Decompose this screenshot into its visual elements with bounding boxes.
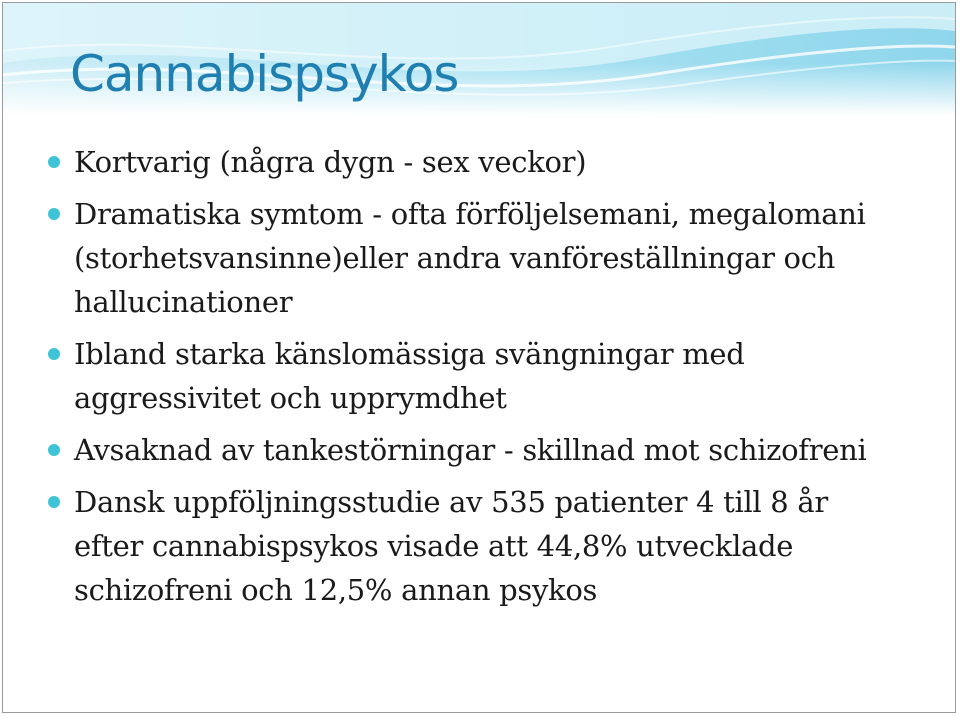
bullet-list [48,140,898,620]
slide-title: Cannabispsykos [70,45,459,103]
bullet-dot-icon [48,208,60,220]
bullet-item [48,332,898,420]
bullet-text: Avsaknad av tankestörningar - skillnad mot schizofreni [74,433,867,467]
bullet-dot-icon [48,496,60,508]
bullet-item [48,140,898,184]
bullet-text: Dramatiska symtom - ofta förföljelsemani, megalomani (storhetsvansinne)eller andra vanföreställningar och hallucinationer [74,197,866,319]
bullet-item [48,192,898,324]
bullet-dot-icon [48,348,60,360]
bullet-text: Ibland starka känslomässiga svängningar med aggressivitet och upprymdhet [74,337,745,415]
bullet-item [48,480,898,612]
bullet-text: Dansk uppföljningsstudie av 535 patienter 4 till 8 år efter cannabispsykos visade att 44,8% utvecklade schizofreni och 12,5% annan psykos [74,485,828,607]
bullet-dot-icon [48,156,60,168]
bullet-text: Kortvarig (några dygn - sex veckor) [74,145,587,179]
bullet-item [48,428,898,472]
bullet-dot-icon [48,444,60,456]
